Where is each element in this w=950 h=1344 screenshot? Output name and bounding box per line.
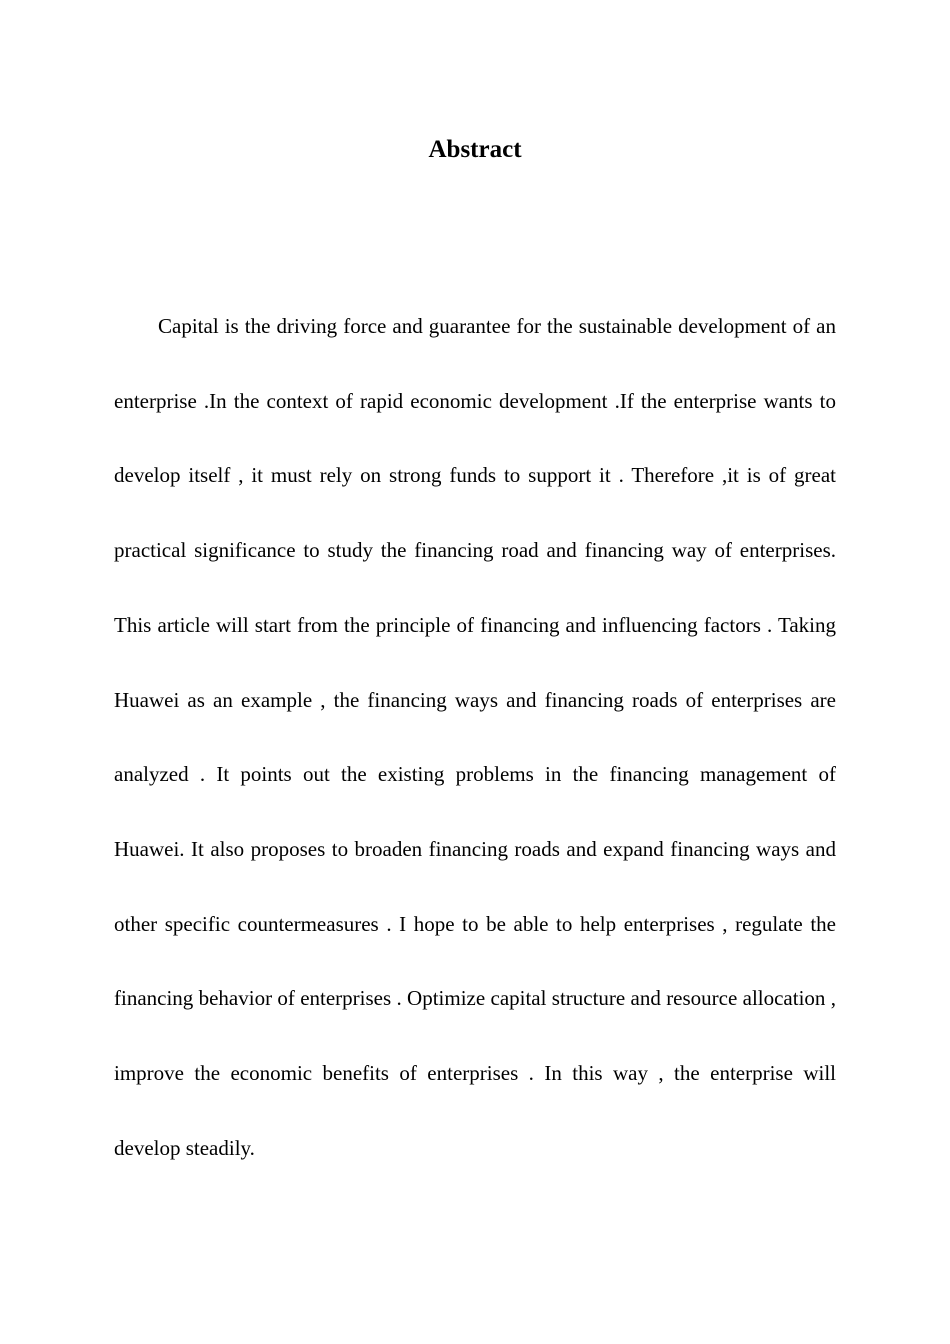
abstract-paragraph: Capital is the driving force and guarantee for the sustainable development of an enterprise .In the context of rapid economic development .If the enterprise wants to develop itself , it must rely on strong funds to support it . Therefore ,it is of great practical significance to study the financing road and financing way of enterprises. This article will start from the principle of financing and influencing factors . Taking Huawei as an example , the financing ways and financing roads of enterprises are analyzed . It points out the existing problems in the financing management of Huawei. It also proposes to broaden financing roads and expand financing ways and other specific countermeasures . I hope to be able to help enterprises , regulate the financing behavior of enterprises . Optimize capital structure and resource allocation , improve the economic benefits of enterprises . In this way , the enterprise will develop steadily. [114, 314, 836, 1160]
page-title: Abstract [428, 136, 522, 163]
